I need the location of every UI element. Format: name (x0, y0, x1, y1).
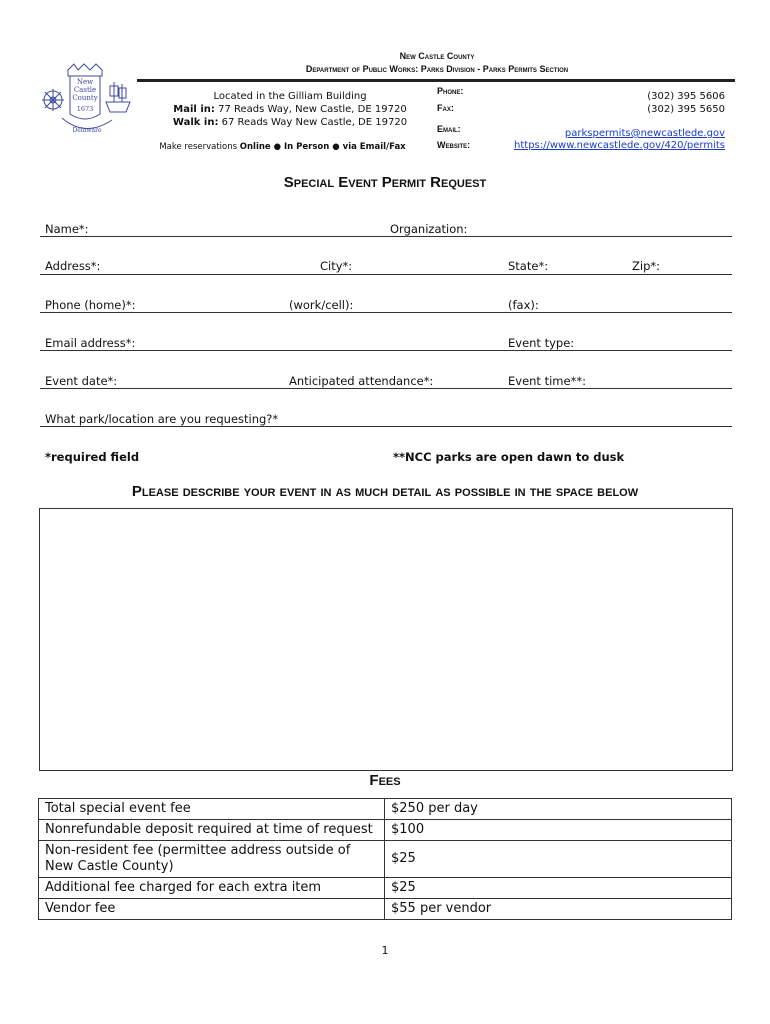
fax-label: Fax: (437, 103, 454, 113)
event-time-field-label: Event time**: (508, 374, 586, 388)
walk-label: Walk in: (172, 117, 219, 128)
county-seal-logo (40, 62, 136, 138)
form-title: Special Event Permit Request (283, 174, 487, 191)
city-field-label: City*: (320, 259, 353, 273)
fee-label: Non-resident fee (permittee address outside of New Castle County) (39, 841, 385, 878)
name-field-label: Name*: (45, 222, 89, 236)
table-row (39, 899, 732, 920)
form-row-address[interactable] (40, 274, 732, 275)
logo-text-delaware: Delaware (72, 127, 102, 134)
fee-value: $100 (385, 820, 732, 841)
state-field-label: State*: (508, 259, 549, 273)
address-block (140, 90, 440, 129)
page-number: 1 (381, 944, 389, 957)
fee-label: Additional fee charged for each extra item (39, 878, 385, 899)
department-line: Department of Public Works: Parks Division - Parks Permits Section (305, 64, 569, 74)
table-row (39, 820, 732, 841)
parks-open-note: **NCC parks are open dawn to dusk (393, 450, 625, 464)
email-label: Email: (437, 124, 461, 134)
fee-value: $25 (385, 878, 732, 899)
reserve-prefix: Make reservations (159, 142, 238, 152)
walk-address: 67 Reads Way New Castle, DE 19720 (221, 117, 408, 128)
mail-label: Mail in: (173, 104, 215, 115)
required-note: *required field (45, 450, 140, 464)
fee-value: $25 (385, 841, 732, 878)
form-row-email[interactable] (40, 350, 732, 351)
table-row (39, 841, 732, 878)
fee-value: $250 per day (385, 799, 732, 820)
organization-field-label: Organization: (390, 222, 468, 236)
describe-heading: Please describe your event in as much detail as possible in the space below (131, 483, 639, 500)
reservation-methods (140, 142, 425, 152)
website-label: Website: (437, 140, 471, 150)
form-row-name[interactable] (40, 236, 732, 237)
event-description-box[interactable] (39, 508, 733, 771)
logo-text-year: 1673 (76, 105, 94, 113)
fee-value: $55 per vendor (385, 899, 732, 920)
address-field-label: Address*: (45, 259, 101, 273)
email-field-label: Email address*: (45, 336, 136, 350)
park-location-field-label: What park/location are you requesting?* (45, 412, 279, 426)
attendance-field-label: Anticipated attendance*: (289, 374, 434, 388)
form-row-phone[interactable] (40, 312, 732, 313)
located-text: Located in the Gilliam Building (213, 91, 367, 102)
email-link[interactable]: parkspermits@newcastlede.gov (564, 128, 725, 139)
phone-home-field-label: Phone (home)*: (45, 298, 136, 312)
logo-text-new: New (76, 78, 94, 86)
fee-label: Total special event fee (39, 799, 385, 820)
org-name: New Castle County (399, 51, 475, 61)
fee-label: Nonrefundable deposit required at time of request (39, 820, 385, 841)
header-rule (137, 79, 735, 82)
phone-value: (302) 395 5606 (647, 91, 725, 102)
reserve-methods: Online ● In Person ● via Email/Fax (239, 142, 406, 152)
org-header (137, 50, 737, 76)
zip-field-label: Zip*: (632, 259, 660, 273)
table-row (39, 878, 732, 899)
fees-title: Fees (369, 772, 401, 789)
website-link[interactable]: https://www.newcastlede.gov/420/permits (514, 140, 725, 151)
form-row-event-date[interactable] (40, 388, 732, 389)
event-type-field-label: Event type: (508, 336, 575, 350)
fees-table (38, 798, 732, 920)
table-row (39, 799, 732, 820)
fee-label: Vendor fee (39, 899, 385, 920)
fax-field-label: (fax): (508, 298, 539, 312)
event-date-field-label: Event date*: (45, 374, 118, 388)
fax-value: (302) 395 5650 (647, 104, 725, 115)
mail-address: 77 Reads Way, New Castle, DE 19720 (218, 104, 407, 115)
phone-label: Phone: (437, 86, 464, 96)
work-cell-field-label: (work/cell): (289, 298, 354, 312)
logo-text-castle: Castle (73, 86, 97, 94)
logo-text-county: County (72, 94, 98, 102)
form-row-park[interactable] (40, 426, 732, 427)
